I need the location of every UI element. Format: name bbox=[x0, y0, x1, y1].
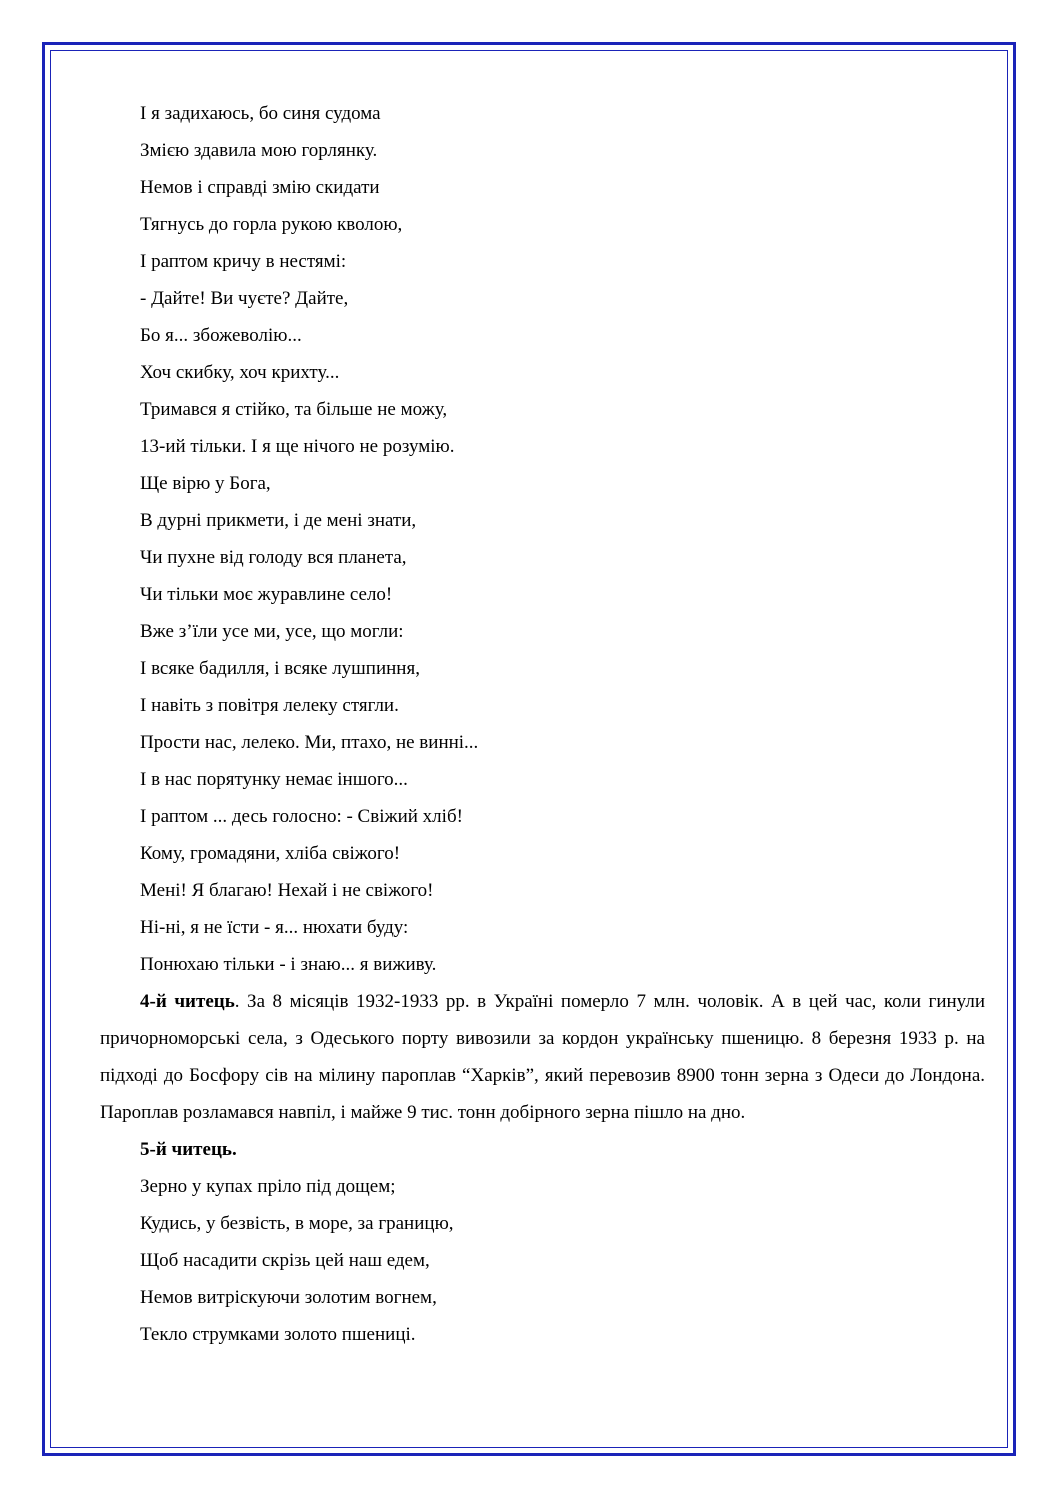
document-body bbox=[100, 95, 985, 1353]
poem-line: Немов витріскуючи золотим вогнем, bbox=[140, 1287, 437, 1308]
poem-part-2 bbox=[100, 1168, 985, 1353]
poem-line: І навіть з повітря лелеку стягли. bbox=[140, 695, 399, 716]
poem-line: Вже з’їли усе ми, усе, що могли: bbox=[140, 621, 404, 642]
poem-line: Немов і справді змію скидати bbox=[140, 177, 380, 198]
poem-line: Ні-ні, я не їсти - я... нюхати буду: bbox=[140, 917, 409, 938]
poem-line: Текло струмками золото пшениці. bbox=[140, 1324, 416, 1345]
poem-line: Ще вірю у Бога, bbox=[140, 473, 271, 494]
poem-line: Чи пухне від голоду вся планета, bbox=[140, 547, 407, 568]
reader-4-text: . За 8 місяців 1932-1933 рр. в Україні померло 7 млн. чоловік. А в цей час, коли гинули причорноморські села, з Одеського порту вивозили за кордон українську пшеницю. 8 березня 1933 р. на підході до Босфору сів на мілину пароплав “Харків”, який перевозив 8900 тонн зерна з Одеси до Лондона. Пароплав розламався навпіл, і майже 9 тис. тонн добірного зерна пішло на дно. bbox=[100, 991, 985, 1123]
poem-line: Хоч скибку, хоч крихту... bbox=[140, 362, 340, 383]
poem-line: І раптом ... десь голосно: - Свіжий хліб! bbox=[140, 806, 463, 827]
poem-line: Кудись, у безвість, в море, за границю, bbox=[140, 1213, 454, 1234]
poem-line: В дурні прикмети, і де мені знати, bbox=[140, 510, 417, 531]
poem-line: І в нас порятунку немає іншого... bbox=[140, 769, 408, 790]
poem-line: Прости нас, лелеко. Ми, птахо, не винні... bbox=[140, 732, 479, 753]
reader-4-speaker: 4-й читець bbox=[140, 991, 235, 1012]
poem-line: Щоб насадити скрізь цей наш едем, bbox=[140, 1250, 430, 1271]
poem-line: 13-ий тільки. І я ще нічого не розумію. bbox=[140, 436, 455, 457]
poem-line: І я задихаюсь, бо синя судома bbox=[140, 103, 381, 124]
poem-line: Змією здавила мою горлянку. bbox=[140, 140, 378, 161]
poem-line: Понюхаю тільки - і знаю... я виживу. bbox=[140, 954, 437, 975]
reader-4-paragraph bbox=[100, 983, 985, 1131]
poem-line: Чи тільки моє журавлине село! bbox=[140, 584, 393, 605]
poem-line: Тримався я стійко, та більше не можу, bbox=[140, 399, 448, 420]
poem-line: І раптом кричу в нестямі: bbox=[140, 251, 347, 272]
reader-5-heading: 5-й читець. bbox=[140, 1139, 237, 1160]
poem-line: Тягнусь до горла рукою кволою, bbox=[140, 214, 403, 235]
poem-part-1 bbox=[100, 95, 985, 983]
poem-line: Зерно у купах пріло під дощем; bbox=[140, 1176, 396, 1197]
poem-line: Мені! Я благаю! Нехай і не свіжого! bbox=[140, 880, 434, 901]
poem-line: І всяке бадилля, і всяке лушпиння, bbox=[140, 658, 420, 679]
poem-line: Кому, громадяни, хліба свіжого! bbox=[140, 843, 401, 864]
poem-line: - Дайте! Ви чуєте? Дайте, bbox=[140, 288, 349, 309]
poem-line: Бо я... збожеволію... bbox=[140, 325, 302, 346]
